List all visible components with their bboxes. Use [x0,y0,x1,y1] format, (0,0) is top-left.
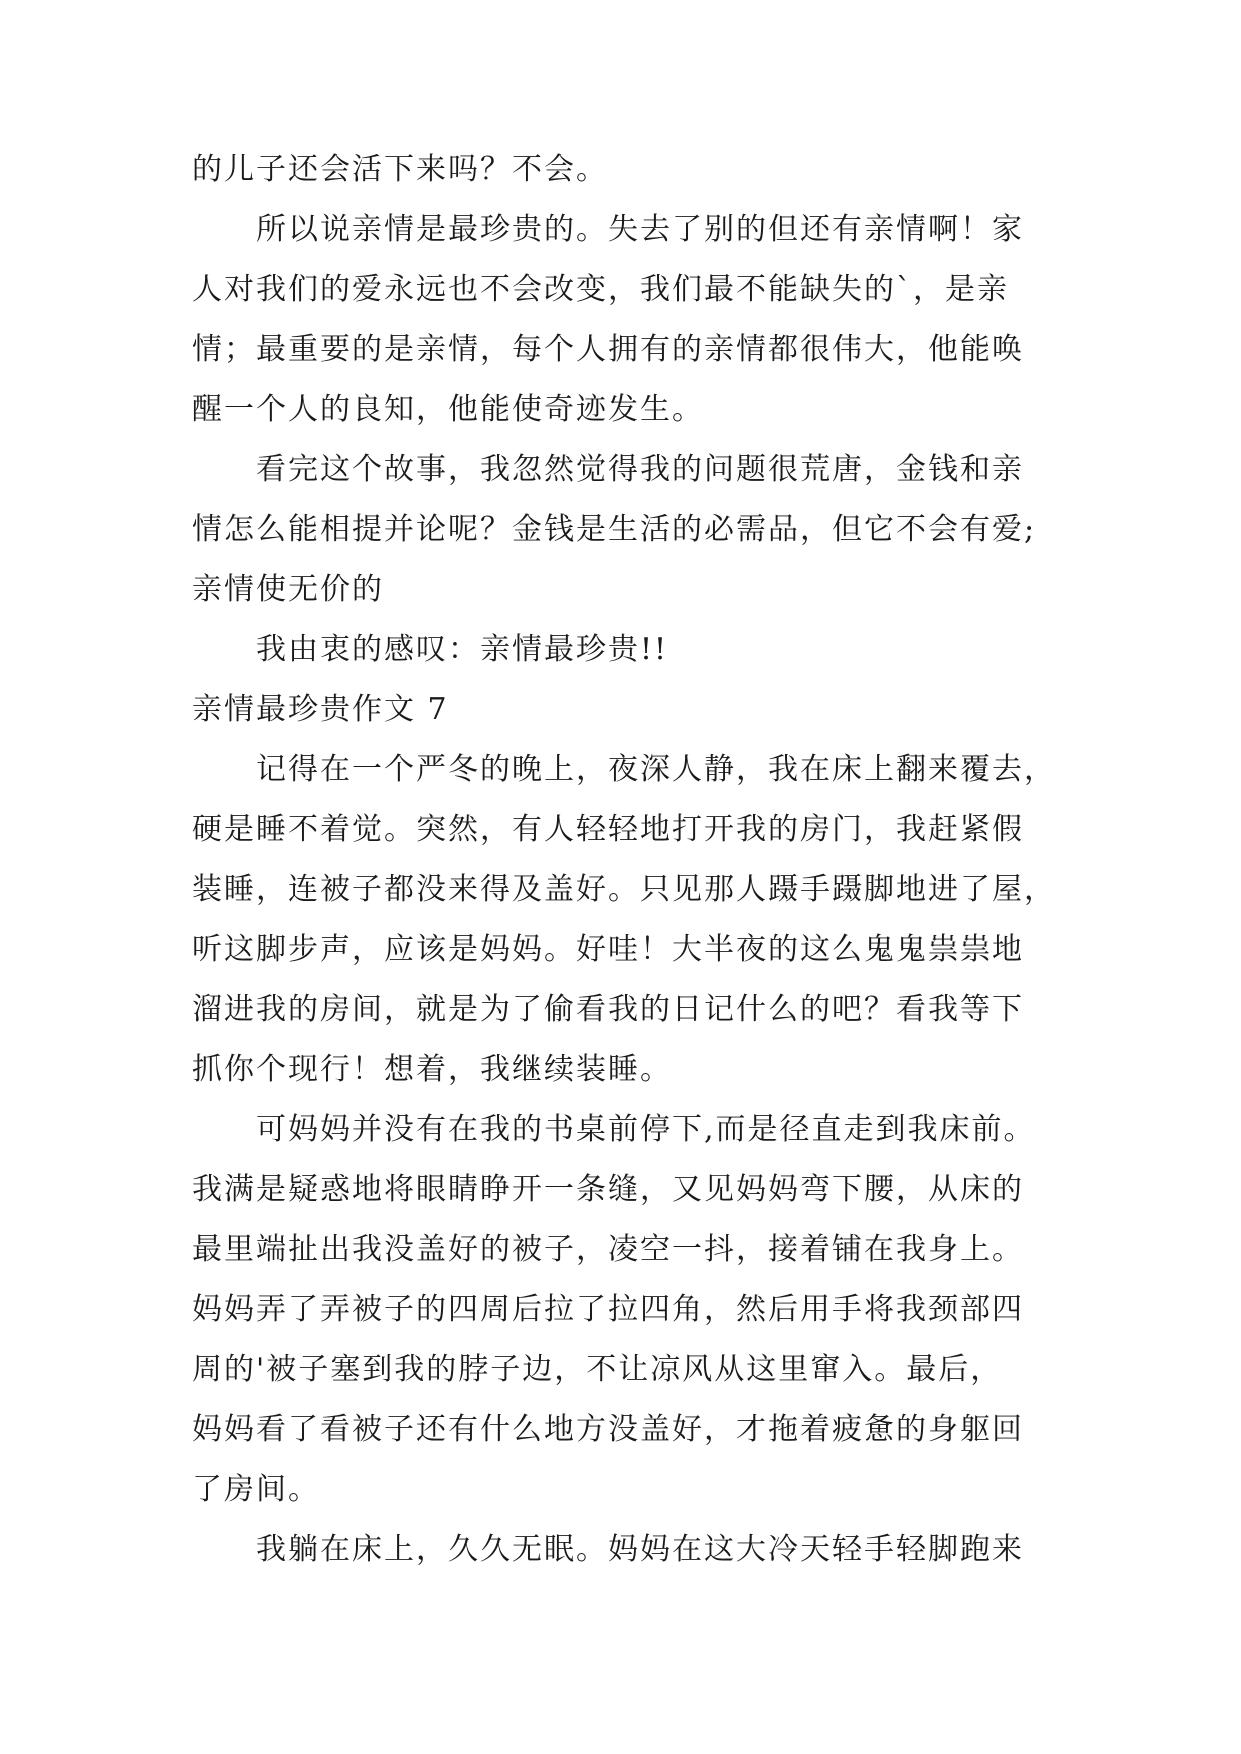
text-line: 情怎么能相提并论呢？金钱是生活的必需品，但它不会有爱; [192,512,1037,547]
text-line: 装睡，连被子都没来得及盖好。只见那人蹑手蹑脚地进了屋， [192,872,1056,907]
text-line: 我躺在床上，久久无眠。妈妈在这大冷天轻手轻脚跑来 [256,1532,1024,1567]
text-line: 情；最重要的是亲情，每个人拥有的亲情都很伟大，他能唤 [192,332,1024,367]
text-line: 了房间。 [192,1472,320,1507]
text-line: 醒一个人的良知，他能使奇迹发生。 [192,392,704,427]
text-line: 我由衷的感叹：亲情最珍贵!! [256,632,669,667]
text-line: 亲情使无价的 [192,572,384,607]
text-line: 抓你个现行！想着，我继续装睡。 [192,1052,672,1087]
text-line: 我满是疑惑地将眼睛睁开一条缝，又见妈妈弯下腰，从床的 [192,1172,1024,1207]
text-line: 溜进我的房间，就是为了偷看我的日记什么的吧？看我等下 [192,992,1024,1027]
text-line: 听这脚步声，应该是妈妈。好哇！大半夜的这么鬼鬼祟祟地 [192,932,1024,967]
text-line: 妈妈弄了弄被子的四周后拉了拉四角，然后用手将我颈部四 [192,1292,1024,1327]
text-line: 看完这个故事，我忽然觉得我的问题很荒唐，金钱和亲 [256,452,1024,487]
text-line: 记得在一个严冬的晚上，夜深人静，我在床上翻来覆去， [256,752,1056,787]
text-line: 周的'被子塞到我的脖子边，不让凉风从这里窜入。最后， [192,1352,1003,1387]
text-line: 的儿子还会活下来吗？不会。 [192,152,608,187]
text-line: 可妈妈并没有在我的书桌前停下,而是径直走到我床前。 [256,1112,1036,1147]
section-heading: 亲情最珍贵作文 7 [192,692,449,727]
text-line: 最里端扯出我没盖好的被子，凌空一抖，接着铺在我身上。 [192,1232,1024,1267]
text-line: 妈妈看了看被子还有什么地方没盖好，才拖着疲惫的身躯回 [192,1412,1024,1447]
text-line: 所以说亲情是最珍贵的。失去了别的但还有亲情啊！家 [256,212,1024,247]
text-line: 人对我们的爱永远也不会改变，我们最不能缺失的`，是亲 [192,272,1009,307]
text-line: 硬是睡不着觉。突然，有人轻轻地打开我的房门，我赶紧假 [192,812,1024,847]
